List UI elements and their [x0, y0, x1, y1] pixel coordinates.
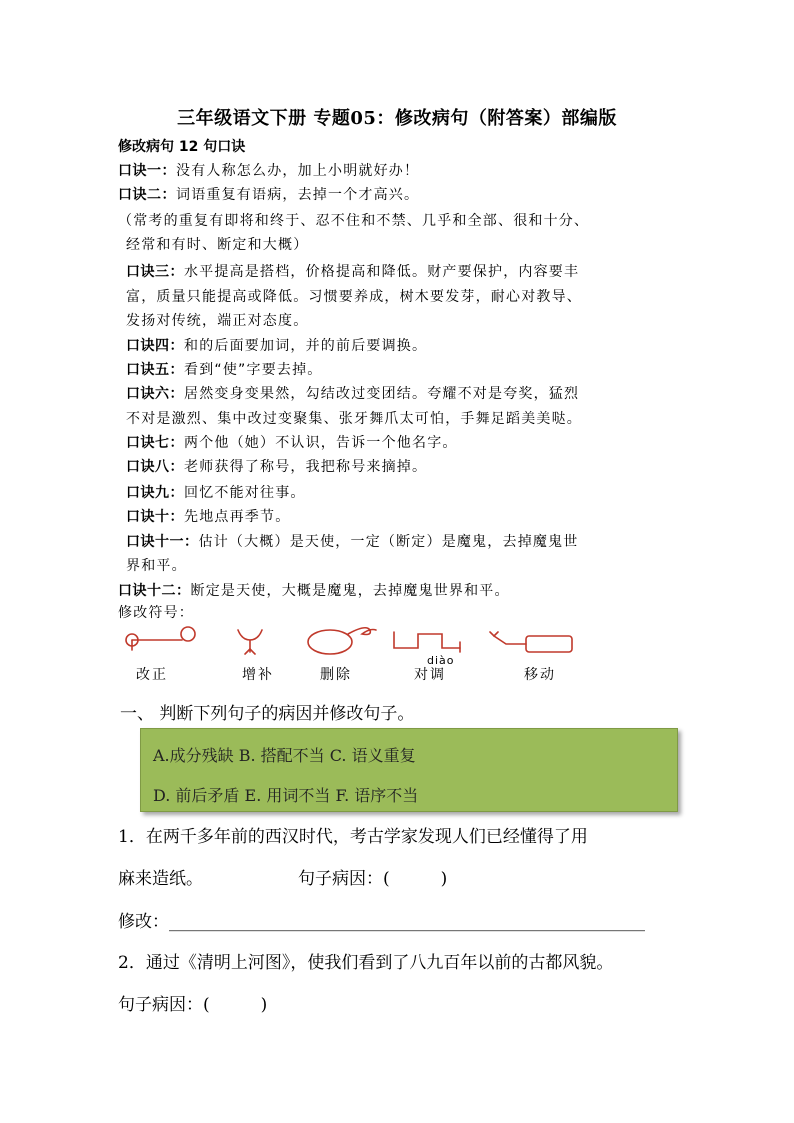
symbol-label-move: 移动 [524, 667, 556, 683]
section-heading: 一、 判断下列句子的病因并修改句子。 [120, 704, 415, 724]
mnemonic-line: 口诀四：和的后面要加词，并的前后要调换。 [126, 338, 428, 354]
mnemonic-line: 发扬对传统，端正对态度。 [126, 313, 309, 329]
options-box [140, 728, 678, 812]
swap-symbol-icon [394, 632, 460, 652]
mnemonic-line: 口诀三：水平提高是搭档，价格提高和降低。财产要保护，内容要丰 [126, 264, 580, 280]
mnemonic-line: 口诀十二：断定是天使，大概是魔鬼，去掉魔鬼世界和平。 [118, 583, 510, 599]
mnemonic-line: 口诀六：居然变身变果然，勾结改过变团结。夸耀不对是夸奖，猛烈 [126, 386, 580, 402]
mnemonic-line: （常考的重复有即将和终于、忍不住和不禁、几乎和全部、很和十分、 [118, 213, 590, 229]
mnemonic-line: 口诀十一：估计（大概）是天使，一定（断定）是魔鬼，去掉魔鬼世 [126, 534, 579, 550]
question-1-cause[interactable]: 句子病因：( ) [298, 869, 448, 889]
delete-symbol-icon [308, 628, 376, 654]
mnemonic-heading: 修改病句 12 句口诀 [118, 139, 246, 155]
mnemonic-line: 口诀十：先地点再季节。 [126, 509, 291, 525]
question-2-text: 2．通过《清明上河图》，使我们看到了八九百年以前的古都风貌。 [118, 953, 614, 973]
options-line-1: A.成分残缺 B. 搭配不当 C. 语义重复 [153, 746, 416, 765]
symbol-label-delete: 删除 [320, 667, 352, 683]
options-line-2: D. 前后矛盾 E. 用词不当 F. 语序不当 [153, 786, 419, 805]
symbol-label-insert: 增补 [242, 667, 274, 683]
mnemonic-line: 口诀九：回忆不能对往事。 [126, 485, 306, 501]
mnemonic-line: 经常和有时、断定和大概） [126, 237, 309, 253]
question-1-text: 1．在两千多年前的西汉时代，考古学家发现人们已经懂得了用 [118, 827, 588, 847]
symbol-label-correct: 改正 [136, 667, 168, 683]
question-2-cause[interactable]: 句子病因：( ) [118, 995, 268, 1015]
question-1-text-cont: 麻来造纸。 [118, 869, 203, 889]
question-1-fix[interactable]: 修改：________________________________________________________ [118, 912, 645, 932]
mnemonic-line: 界和平。 [126, 558, 187, 574]
mnemonic-line: 口诀二：词语重复有语病，去掉一个才高兴。 [118, 187, 420, 203]
page-title: 三年级语文下册 专题05：修改病句（附答案）部编版 [177, 108, 617, 129]
mnemonic-line: 口诀一：没有人称怎么办，加上小明就好办！ [118, 163, 420, 179]
mnemonic-line: 不对是激烈、集中改过变聚集、张牙舞爪太可怕，手舞足蹈美美哒。 [126, 411, 582, 427]
correct-symbol-icon [126, 627, 195, 650]
mnemonic-line: 口诀八：老师获得了称号，我把称号来摘掉。 [126, 459, 428, 475]
swap-pinyin: diào [427, 654, 455, 667]
symbols-heading: 修改符号： [118, 605, 194, 621]
insert-symbol-icon [238, 630, 262, 654]
mnemonic-line: 口诀七：两个他（她）不认识，告诉一个他名字。 [126, 435, 458, 451]
mnemonic-line: 富，质量只能提高或降低。习惯要养成，树木要发芽，耐心对教导、 [126, 289, 582, 305]
mnemonic-line: 口诀五：看到“使”字要去掉。 [126, 362, 323, 378]
move-symbol-icon [490, 632, 572, 652]
symbol-label-swap: 对调 [414, 667, 446, 683]
